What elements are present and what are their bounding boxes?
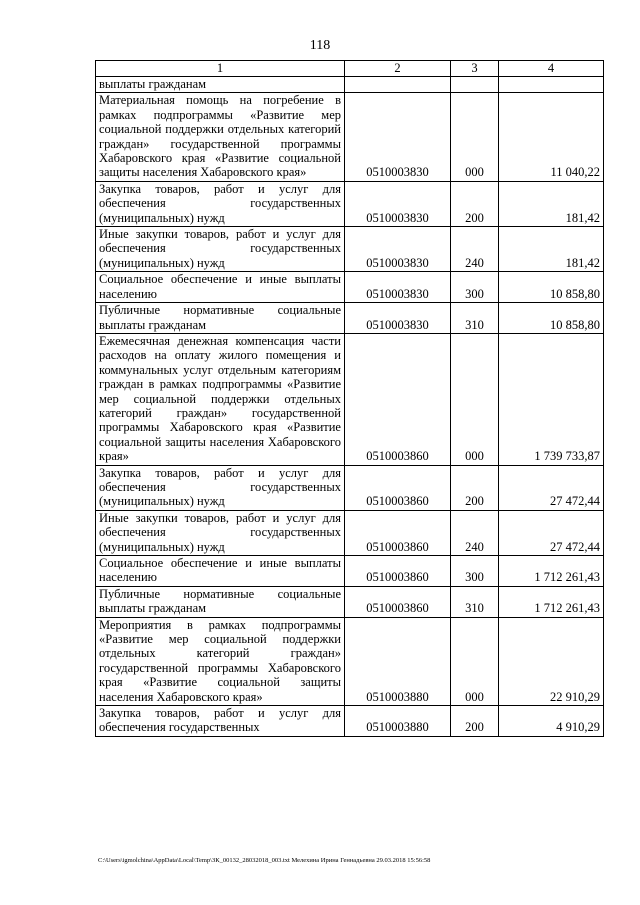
page-number: 118 (309, 38, 331, 53)
row-sum: 11 040,22 (499, 93, 604, 181)
row-sum: 1 712 261,43 (499, 586, 604, 617)
row-sum: 27 472,44 (499, 510, 604, 555)
row-name: Иные закупки товаров, работ и услуг для обеспечения государственных (муниципальных) нужд (96, 227, 345, 272)
row-name: Закупка товаров, работ и услуг для обеспечения государственных (96, 706, 345, 737)
row-code: 0510003830 (345, 227, 451, 272)
table-row (96, 510, 604, 555)
table-row (96, 227, 604, 272)
table-row (96, 333, 604, 465)
row-name: Ежемесячная денежная компенсация части расходов на оплату жилого помещения и коммунальных услуг отдельным категориям граждан в рамках подпрограммы «Развитие мер социальной поддержки отдельных категорий граждан» государственной программы Хабаровского края «Развитие социальной защиты населения Хабаровского края» (96, 333, 345, 465)
table-row (96, 181, 604, 226)
row-vr: 000 (451, 93, 499, 181)
row-name: Социальное обеспечение и иные выплаты населению (96, 272, 345, 303)
row-code: 0510003860 (345, 586, 451, 617)
row-name: Социальное обеспечение и иные выплаты населению (96, 556, 345, 587)
row-name: Иные закупки товаров, работ и услуг для обеспечения государственных (муниципальных) нужд (96, 510, 345, 555)
row-name: Закупка товаров, работ и услуг для обеспечения государственных (муниципальных) нужд (96, 465, 345, 510)
row-vr: 300 (451, 272, 499, 303)
document-footer-path: C:\Users\igmolchina\AppData\Local\Temp\ЗК_00132_28032018_003.txt Мелехина Ирина Геннадьевна 29.03.2018 15:56:58 (98, 857, 431, 864)
row-vr: 000 (451, 617, 499, 705)
row-code: 0510003880 (345, 617, 451, 705)
row-name: Мероприятия в рамках подпрограммы «Развитие мер социальной поддержки отдельных категорий граждан» государственной программы Хабаровского края «Развитие социальной защиты населения Хабаровского края» (96, 617, 345, 705)
row-sum: 4 910,29 (499, 706, 604, 737)
row-code: 0510003830 (345, 181, 451, 226)
row-sum (499, 77, 604, 93)
row-vr: 000 (451, 333, 499, 465)
row-vr: 200 (451, 181, 499, 226)
row-sum: 1 739 733,87 (499, 333, 604, 465)
header-row (96, 61, 604, 77)
row-sum: 10 858,80 (499, 303, 604, 334)
row-code: 0510003860 (345, 333, 451, 465)
table-row (96, 586, 604, 617)
budget-table (95, 60, 604, 737)
table-body (96, 77, 604, 737)
row-vr: 200 (451, 465, 499, 510)
table-row (96, 303, 604, 334)
table-header (96, 61, 604, 77)
row-vr (451, 77, 499, 93)
row-code: 0510003830 (345, 272, 451, 303)
row-name: Материальная помощь на погребение в рамках подпрограммы «Развитие мер социальной поддержки отдельных категорий граждан» государственной программы Хабаровского края «Развитие социальной защиты населения Хабаровского края» (96, 93, 345, 181)
row-code: 0510003880 (345, 706, 451, 737)
row-vr: 240 (451, 227, 499, 272)
row-sum: 181,42 (499, 181, 604, 226)
row-vr: 200 (451, 706, 499, 737)
table-row (96, 617, 604, 705)
table-row (96, 93, 604, 181)
row-sum: 10 858,80 (499, 272, 604, 303)
row-vr: 310 (451, 303, 499, 334)
header-col-code: 2 (345, 61, 451, 77)
row-code: 0510003860 (345, 510, 451, 555)
header-col-name: 1 (96, 61, 345, 77)
row-name: Закупка товаров, работ и услуг для обеспечения государственных (муниципальных) нужд (96, 181, 345, 226)
row-vr: 300 (451, 556, 499, 587)
row-vr: 240 (451, 510, 499, 555)
row-code: 0510003830 (345, 93, 451, 181)
row-code (345, 77, 451, 93)
header-col-sum: 4 (499, 61, 604, 77)
row-code: 0510003860 (345, 556, 451, 587)
row-code: 0510003860 (345, 465, 451, 510)
row-sum: 27 472,44 (499, 465, 604, 510)
row-name: выплаты гражданам (96, 77, 345, 93)
table-row (96, 465, 604, 510)
header-col-vr: 3 (451, 61, 499, 77)
row-name: Публичные нормативные социальные выплаты гражданам (96, 586, 345, 617)
table-row (96, 272, 604, 303)
row-vr: 310 (451, 586, 499, 617)
row-sum: 22 910,29 (499, 617, 604, 705)
row-name: Публичные нормативные социальные выплаты гражданам (96, 303, 345, 334)
row-sum: 181,42 (499, 227, 604, 272)
row-sum: 1 712 261,43 (499, 556, 604, 587)
table-row (96, 77, 604, 93)
table-row (96, 556, 604, 587)
row-code: 0510003830 (345, 303, 451, 334)
table-row (96, 706, 604, 737)
